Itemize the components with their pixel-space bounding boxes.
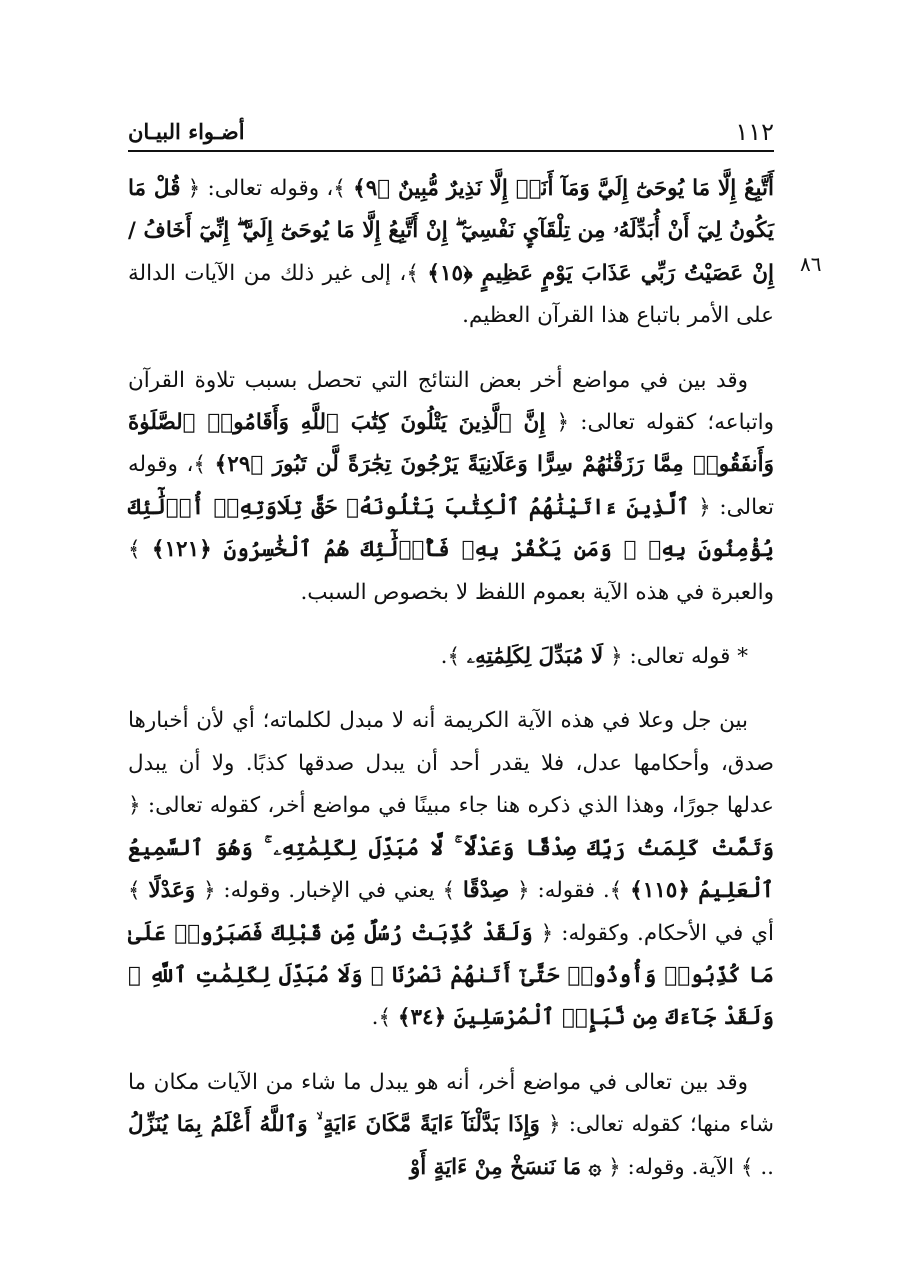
quran-verse: ٱلَّذِينَ ءَاتَيْنَٰهُمُ ٱلْكِتَٰبَ يَتْلُونَهُۥ حَقَّ تِلَاوَتِهِۦٓ أُو۟لَٰٓئِكَ يُؤْمِنُونَ بِهِۦ ۗ وَمَن يَكْفُرْ بِهِۦ فَأُو۟لَٰٓئِكَ هُمُ ٱلْخَٰسِرُونَ ﴿١٢١﴾ (128, 494, 774, 563)
quran-verse: صِدْقًا (462, 878, 510, 904)
quran-verse: وَلَقَدْ كُذِّبَتْ رُسُلٌ مِّن قَبْلِكَ فَصَبَرُوا۟ عَلَىٰ مَا كُذِّبُوا۟ وَأُوذُوا۟ حَتَّىٰٓ أَتَىٰهُمْ نَصْرُنَا ۚ وَلَا مُبَدِّلَ لِكَلِمَٰتِ ٱللَّهِ ۚ وَلَقَدْ جَآءَكَ مِن نَّبَإِى۟ ٱلْمُرْسَلِينَ ﴿٣٤﴾ (128, 920, 774, 1031)
paragraph-gap (128, 614, 774, 636)
paragraph-gap (128, 338, 774, 360)
paragraph-4 (128, 1062, 774, 1189)
prose-text: ﴾ والعبرة في هذه الآية بعموم اللفظ لا بخصوص السبب. (128, 537, 774, 605)
page-number: ١١٢ (735, 118, 774, 146)
quran-verse: لَا مُبَدِّلَ لِكَلِمَٰتِهِۦ (466, 644, 604, 670)
quran-verse: ۞ مَا نَنسَخْ مِنْ ءَايَةٍ أَوْ (409, 1154, 602, 1180)
prose-text: * قوله تعالى: ﴿ (603, 644, 748, 670)
paragraph-3 (128, 700, 774, 1039)
prose-text: بين جل وعلا في هذه الآية الكريمة أنه لا مبدل لكلماته؛ أي لأن أخبارها صدق، وأحكامها عدل، فلا يقدر أحد أن يبدل صدقها كذبًا. ولا أن يبدل عدلها جورًا، وهذا الذي ذكره هنا جاء مبينًا في مواضع أخر، كقوله تعالى: ﴿ (128, 708, 774, 819)
quran-verse: وَإِذَا بَدَّلْنَآ ءَايَةً مَّكَانَ ءَايَةٍ ۙ وَٱللَّهُ أَعْلَمُ بِمَا يُنَزِّلُ (128, 1112, 540, 1138)
section-heading (128, 636, 774, 678)
prose-text: ﴾. (440, 644, 467, 670)
prose-text: وقد بين في مواضع أخر بعض النتائج التي تحصل بسبب تلاوة القرآن واتباعه؛ كقوله تعالى: ﴿ (128, 367, 774, 436)
paragraph-2 (128, 360, 774, 614)
paragraph-1 (128, 168, 774, 338)
prose-text: .. ﴾ الآية. وقوله: ﴿ (601, 1154, 774, 1180)
quran-verse: إِنَّ ٱلَّذِينَ يَتْلُونَ كِتَٰبَ ٱللَّهِ وَأَقَامُوا۟ ٱلصَّلَوٰةَ وَأَنفَقُوا۟ مِمَّا رَزَقْنَٰهُمْ سِرًّا وَعَلَانِيَةً يَرْجُونَ تِجَٰرَةً لَّن تَبُورَ ﴿٢٩﴾ (128, 410, 774, 478)
quran-verse: وَتَمَّتْ كَلِمَتُ رَبِّكَ صِدْقًا وَعَدْلًا ۚ لَّا مُبَدِّلَ لِكَلِمَٰتِهِۦ ۚ وَهُوَ ٱلسَّمِيعُ ٱلْعَلِيمُ ﴿١١٥﴾ (128, 835, 774, 904)
prose-text: ﴾، إلى غير ذلك من الآيات الدالة على الأمر باتباع هذا القرآن العظيم. (128, 260, 774, 329)
prose-text: ﴾ أي في الأحكام. وكقوله: ﴿ (128, 878, 774, 946)
quran-verse: أَتَّبِعُ إِلَّا مَا يُوحَىٰٓ إِلَيَّ وَمَآ أَنَا۠ إِلَّا نَذِيرٌ مُّبِينٌ ﴿٩﴾ (353, 176, 774, 201)
prose-text: ﴾، وقوله تعالى: ﴿ (180, 176, 354, 201)
paragraph-gap (128, 1040, 774, 1062)
margin-page-reference: ٨٦ (800, 252, 822, 276)
prose-text: ﴾. (371, 1005, 398, 1031)
page-body (128, 168, 774, 1189)
page-header (128, 110, 774, 152)
prose-text: ﴾ يعني في الإخبار. وقوله: ﴿ (195, 878, 463, 904)
quran-verse: وَعَدْلًا (148, 878, 196, 904)
prose-text: وقد بين تعالى في مواضع أخر، أنه هو يبدل ما شاء من الآيات مكان ما شاء منها؛ كقوله تعالى: ﴿ (128, 1069, 774, 1138)
prose-text: ﴾. فقوله: ﴿ (509, 878, 631, 904)
paragraph-gap (128, 678, 774, 700)
running-title: أضـواء البيـان (128, 119, 245, 144)
prose-text: ﴾، وقوله تعالى: ﴿ (128, 452, 775, 520)
quran-verse: قُلْ مَا يَكُونُ لِيٓ أَنْ أُبَدِّلَهُۥ مِن تِلْقَآيِٕ نَفْسِيٓ ۖ إِنْ أَتَّبِعُ إِلَّا مَا يُوحَىٰٓ إِلَيَّ ۖ إِنِّيٓ أَخَافُ / إِنْ عَصَيْتُ رَبِّي عَذَابَ يَوْمٍ عَظِيمٍ ﴿١٥﴾ (128, 176, 774, 286)
